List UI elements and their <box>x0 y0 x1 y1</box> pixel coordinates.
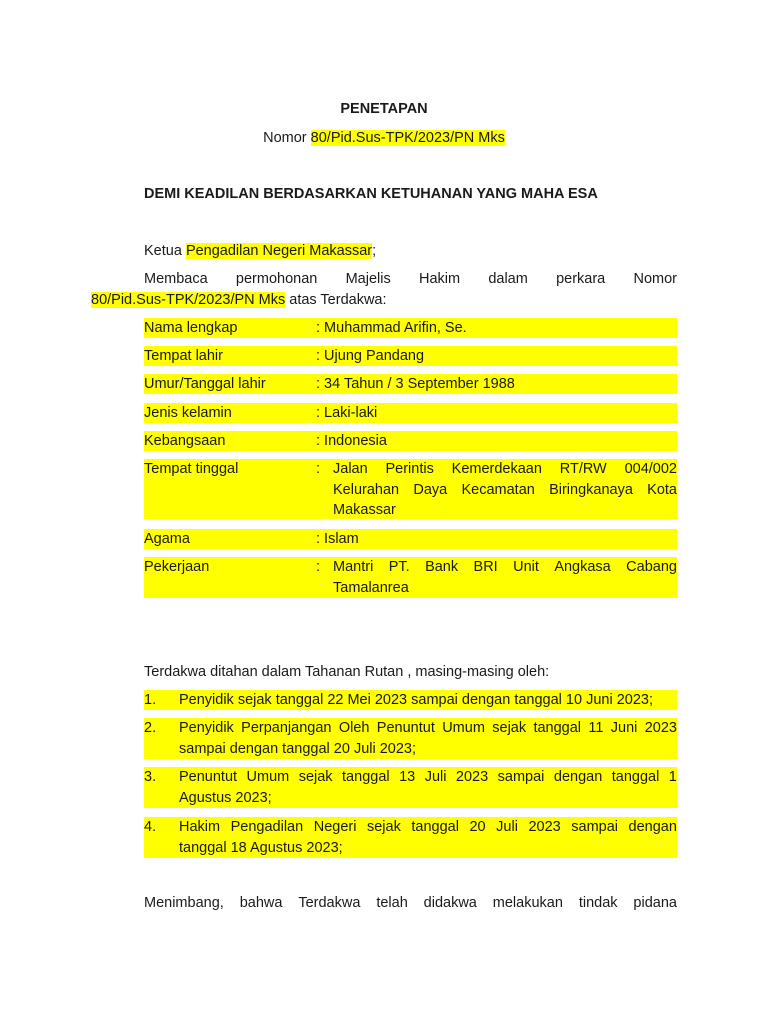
detention-item-number: 1. <box>144 692 157 708</box>
membaca-line-2 <box>91 290 387 310</box>
menimbang-word: bahwa <box>239 895 283 911</box>
detention-word: Penuntut <box>376 720 435 736</box>
occupation-word: Bank <box>425 559 459 575</box>
menimbang-word: didakwa <box>423 895 477 911</box>
detention-word: Negeri <box>313 819 357 835</box>
detention-word: sejak <box>366 819 401 835</box>
identity-value: : 34 Tahun / 3 September 1988 <box>316 376 515 392</box>
detention-word: 2023 <box>528 819 561 835</box>
detention-word: Penuntut <box>179 769 238 785</box>
identity-label: Jenis kelamin <box>144 405 232 421</box>
address-word: Kecamatan <box>461 482 535 498</box>
detention-word: Juli <box>424 769 447 785</box>
case-number: 80/Pid.Sus-TPK/2023/PN Mks <box>310 130 505 146</box>
membaca-case-number: 80/Pid.Sus-TPK/2023/PN Mks <box>91 292 286 308</box>
membaca-word: dalam <box>488 271 528 287</box>
address-word: Jalan <box>333 461 368 477</box>
court-name: Pengadilan Negeri Makassar <box>185 243 373 259</box>
address-line-1 <box>333 459 677 479</box>
address-word: RT/RW <box>559 461 607 477</box>
detention-item-text: tanggal 18 Agustus 2023; <box>179 840 343 856</box>
occupation-word: Unit <box>513 559 539 575</box>
detention-word: 13 <box>399 769 416 785</box>
detention-word: 11 <box>588 720 604 736</box>
detention-word: dengan <box>628 819 677 835</box>
detention-item-text: Agustus 2023; <box>179 790 272 806</box>
detention-word: 2023 <box>455 769 489 785</box>
membaca-word: Hakim <box>418 271 461 287</box>
membaca-word: permohonan <box>235 271 318 287</box>
nomor-label: Nomor <box>263 130 307 146</box>
detention-word: sejak <box>492 720 527 736</box>
detention-word: tanggal <box>342 769 390 785</box>
detention-word: Juni <box>610 720 638 736</box>
identity-colon: : <box>316 559 321 575</box>
detention-word: Umum <box>246 769 290 785</box>
motto-heading: DEMI KEADILAN BERDASARKAN KETUHANAN YANG MAHA ESA <box>144 186 598 202</box>
ketua-suffix: ; <box>372 243 377 259</box>
membaca-word: Nomor <box>633 271 677 287</box>
membaca-word: Majelis <box>345 271 391 287</box>
detention-word: 2023 <box>644 720 677 736</box>
identity-label: Umur/Tanggal lahir <box>144 376 266 392</box>
identity-row-highlight <box>144 529 677 549</box>
address-line-3: Makassar <box>333 502 396 518</box>
detention-word: sampai <box>571 819 618 835</box>
detention-item-line <box>179 817 677 837</box>
detention-word: Umum <box>442 720 485 736</box>
address-word: Kota <box>647 482 677 498</box>
detention-word: tanggal <box>611 769 660 785</box>
identity-label: Pekerjaan <box>144 559 210 575</box>
detention-word: tanggal <box>533 720 582 736</box>
address-word: Kelurahan <box>333 482 400 498</box>
membaca-word: Membaca <box>144 271 208 287</box>
address-word: Daya <box>413 482 448 498</box>
detention-word: 1 <box>668 769 677 785</box>
detention-item-number: 2. <box>144 720 157 736</box>
occupation-word: Angkasa <box>554 559 611 575</box>
identity-label: Tempat lahir <box>144 348 223 364</box>
identity-value: : Ujung Pandang <box>316 348 425 364</box>
menimbang-word: Terdakwa <box>298 895 361 911</box>
menimbang-line <box>144 893 677 913</box>
occupation-word: PT. <box>388 559 410 575</box>
identity-value: : Laki-laki <box>316 405 378 421</box>
occupation-line-2: Tamalanrea <box>333 580 409 596</box>
identity-value: : Indonesia <box>316 433 387 449</box>
document-title: PENETAPAN <box>340 101 428 117</box>
menimbang-word: telah <box>376 895 408 911</box>
detention-item-number: 4. <box>144 819 157 835</box>
detention-word: Pengadilan <box>230 819 304 835</box>
menimbang-word: pidana <box>633 895 677 911</box>
occupation-word: Mantri <box>333 559 374 575</box>
detention-item-text: Penyidik sejak tanggal 22 Mei 2023 sampai dengan tanggal 10 Juni 2023; <box>179 692 654 708</box>
identity-value: : Muhammad Arifin, Se. <box>316 320 467 336</box>
detention-word: sejak <box>298 769 333 785</box>
detention-word: Juli <box>496 819 518 835</box>
ketua-prefix: Ketua <box>144 243 182 259</box>
detention-word: sampai <box>497 769 545 785</box>
detention-word: 20 <box>469 819 486 835</box>
detention-word: Oleh <box>338 720 370 736</box>
detention-word: Hakim <box>179 819 221 835</box>
occupation-word: Cabang <box>626 559 677 575</box>
case-number-line <box>0 128 768 148</box>
occupation-line-1 <box>333 557 677 577</box>
detention-item-line <box>179 718 677 738</box>
address-word: Kemerdekaan <box>451 461 542 477</box>
address-word: 004/002 <box>624 461 677 477</box>
membaca-word: perkara <box>556 271 606 287</box>
identity-label: Tempat tinggal <box>144 461 239 477</box>
menimbang-word: tindak <box>578 895 618 911</box>
identity-label: Agama <box>144 531 190 547</box>
detention-word: Perpanjangan <box>241 720 332 736</box>
detention-intro: Terdakwa ditahan dalam Tahanan Rutan , masing-masing oleh: <box>144 664 550 680</box>
menimbang-word: Menimbang, <box>144 895 224 911</box>
ketua-line <box>144 241 376 261</box>
address-word: Biringkanaya <box>549 482 633 498</box>
detention-word: dengan <box>553 769 603 785</box>
detention-word: Penyidik <box>179 720 234 736</box>
detention-item-number: 3. <box>144 769 157 785</box>
identity-colon: : <box>316 461 321 477</box>
detention-word: tanggal <box>411 819 459 835</box>
membaca-suffix: atas Terdakwa: <box>285 292 387 308</box>
menimbang-word: melakukan <box>492 895 563 911</box>
identity-label: Nama lengkap <box>144 320 238 336</box>
address-line-2 <box>333 480 677 500</box>
membaca-line <box>144 269 677 289</box>
identity-value: : Islam <box>316 531 359 547</box>
address-word: Perintis <box>385 461 434 477</box>
occupation-word: BRI <box>473 559 498 575</box>
detention-item-line <box>179 767 677 787</box>
identity-label: Kebangsaan <box>144 433 226 449</box>
detention-item-text: sampai dengan tanggal 20 Juli 2023; <box>179 741 417 757</box>
